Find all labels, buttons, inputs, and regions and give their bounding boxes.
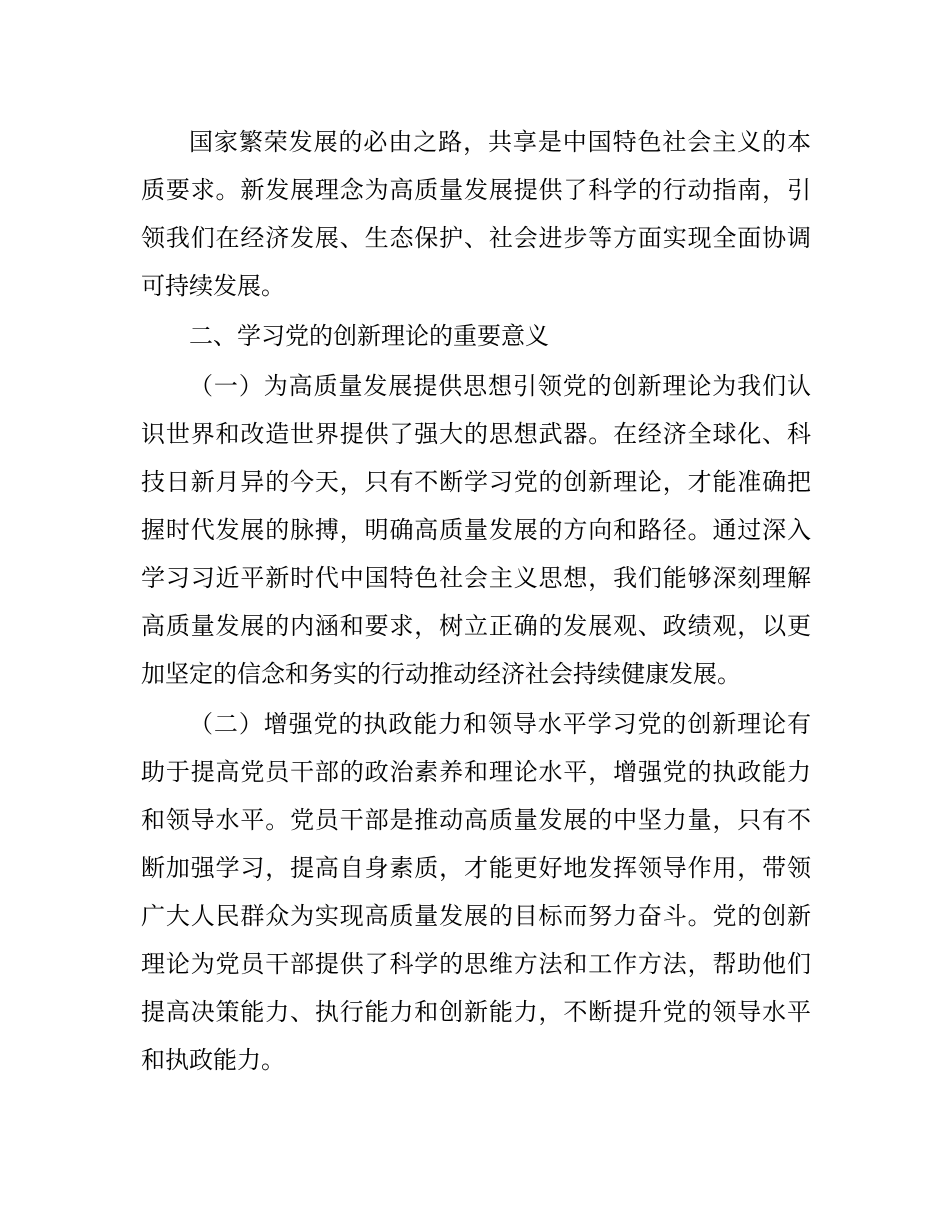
document-body [141, 118, 811, 1084]
paragraph-intro-continuation: 国家繁荣发展的必由之路，共享是中国特色社会主义的本质要求。新发展理念为高质量发展提供了科学的行动指南，引领我们在经济发展、生态保护、社会进步等方面实现全面协调可持续发展。 [141, 128, 811, 300]
paragraph-subsection-2: （二）增强党的执政能力和领导水平学习党的创新理论有助于提高党员干部的政治素养和理论水平，增强党的执政能力和领导水平。党员干部是推动高质量发展的中坚力量，只有不断加强学习，提高自身素质，才能更好地发挥领导作用，带领广大人民群众为实现高质量发展的目标而努力奋斗。党的创新理论为党员干部提供了科学的思维方法和工作方法，帮助他们提高决策能力、执行能力和创新能力，不断提升党的领导水平和执政能力。 [141, 710, 811, 1074]
paragraph-subsection-1: （一）为高质量发展提供思想引领党的创新理论为我们认识世界和改造世界提供了强大的思想武器。在经济全球化、科技日新月异的今天，只有不断学习党的创新理论，才能准确把握时代发展的脉搏，明确高质量发展的方向和路径。通过深入学习习近平新时代中国特色社会主义思想，我们能够深刻理解高质量发展的内涵和要求，树立正确的发展观、政绩观，以更加坚定的信念和务实的行动推动经济社会持续健康发展。 [141, 372, 811, 688]
section-heading-2: 二、学习党的创新理论的重要意义 [189, 322, 549, 350]
